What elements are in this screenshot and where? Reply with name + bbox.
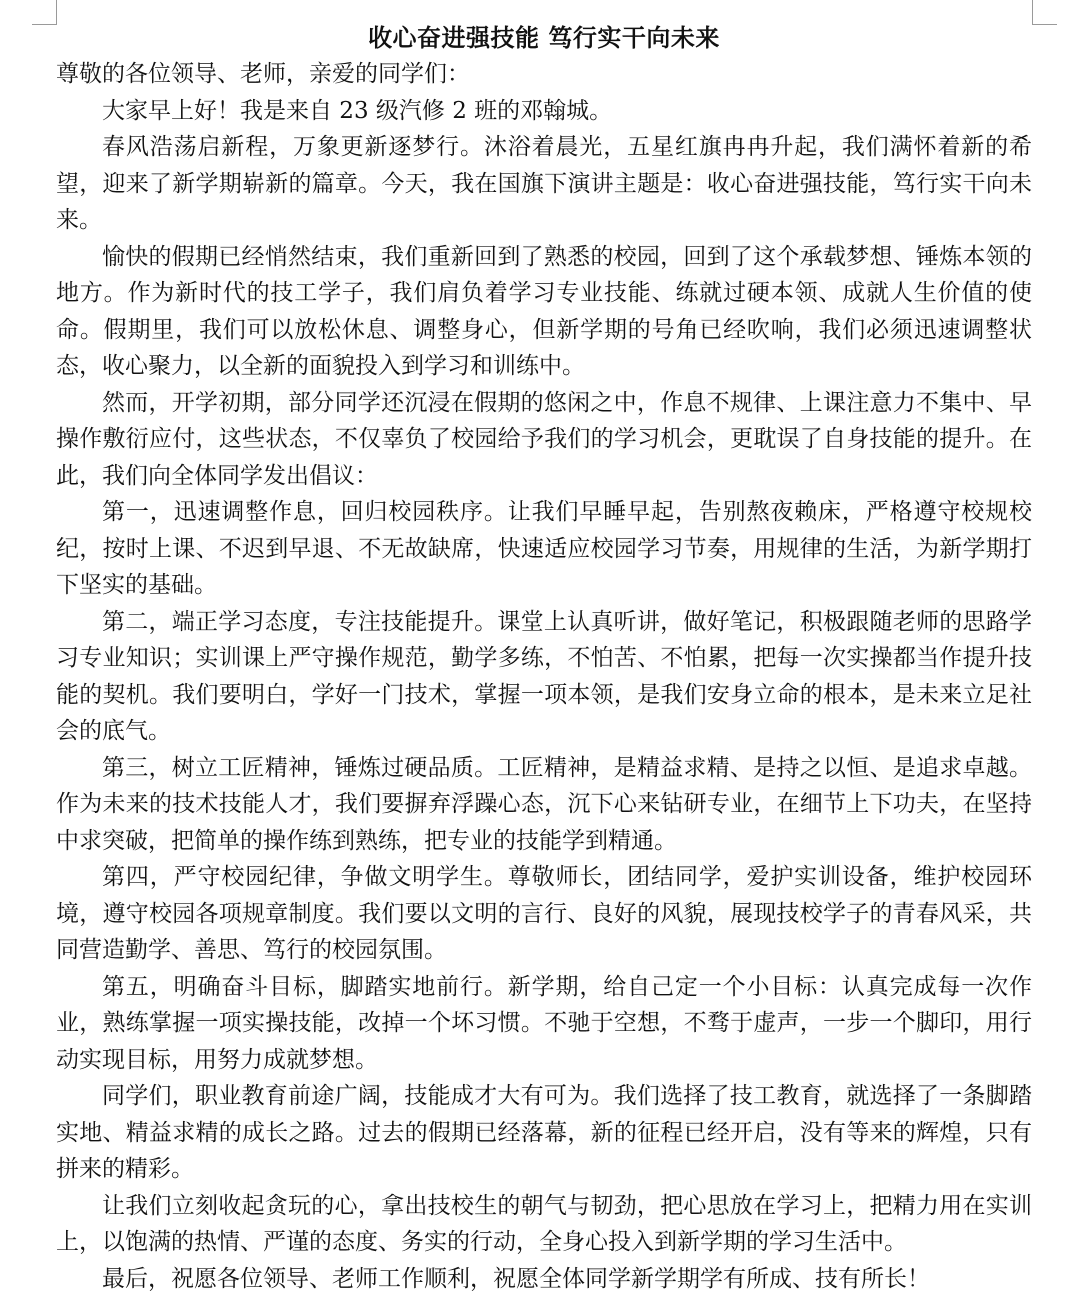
paragraph-point-five: 第五，明确奋斗目标，脚踏实地前行。新学期，给自己定一个小目标：认真完成每一次作业，熟练掌握一项实操技能，改掉一个坏习惯。不驰于空想，不骛于虚声，一步一个脚印，用行动实现目标，用努力成就梦想。 xyxy=(56,973,1032,1073)
paragraph-opening: 春风浩荡启新程，万象更新逐梦行。沐浴着晨光，五星红旗冉冉升起，我们满怀着新的希望，迎来了新学期崭新的篇章。今天，我在国旗下演讲主题是：收心奋进强技能，笃行实干向未来。 xyxy=(56,134,1032,233)
paragraph-point-four: 第四，严守校园纪律，争做文明学生。尊敬师长，团结同学，爱护实训设备，维护校园环境，遵守校园各项规章制度。我们要以文明的言行、良好的风貌，展现技校学子的青春风采，共同营造勤学、善思、笃行的校园氛围。 xyxy=(56,864,1032,963)
page-corner-mark-left xyxy=(32,0,57,25)
paragraph-return-to-school: 愉快的假期已经悄然结束，我们重新回到了熟悉的校园，回到了这个承载梦想、锤炼本领的地方。作为新时代的技工学子，我们肩负着学习专业技能、练就过硬本领、成就人生价值的使命。假期里，我们可以放松休息、调整身心，但新学期的号角已经吹响，我们必须迅速调整状态，收心聚力，以全新的面貌投入到学习和训练中。 xyxy=(56,243,1032,379)
paragraph-call-to-action: 让我们立刻收起贪玩的心，拿出技校生的朝气与韧劲，把心思放在学习上，把精力用在实训上，以饱满的热情、严谨的态度、务实的行动，全身心投入到新学期的学习生活中。 xyxy=(56,1192,1032,1255)
paragraph-greeting: 大家早上好！我是来自 23 级汽修 2 班的邓翰城。 xyxy=(102,97,613,124)
paragraph-vocational-education: 同学们，职业教育前途广阔，技能成才大有可为。我们选择了技工教育，就选择了一条脚踏实地、精益求精的成长之路。过去的假期已经落幕，新的征程已经开启，没有等来的辉煌，只有拼来的精彩。 xyxy=(56,1083,1032,1182)
paragraph-point-one: 第一，迅速调整作息，回归校园秩序。让我们早睡早起，告别熬夜赖床，严格遵守校规校纪，按时上课、不迟到早退、不无故缺席，快速适应校园学习节奏，用规律的生活，为新学期打下坚实的基础。 xyxy=(56,499,1032,598)
salutation: 尊敬的各位领导、老师，亲爱的同学们： xyxy=(56,61,470,87)
paragraph-point-two: 第二，端正学习态度，专注技能提升。课堂上认真听讲，做好笔记，积极跟随老师的思路学习专业知识；实训课上严守操作规范，勤学多练，不怕苦、不怕累，把每一次实操都当作提升技能的契机。我们要明白，学好一门技术，掌握一项本领，是我们安身立命的根本，是未来立足社会的底气。 xyxy=(56,608,1032,744)
document-title: 收心奋进强技能 笃行实干向未来 xyxy=(368,24,720,52)
paragraph-problems: 然而，开学初期，部分同学还沉浸在假期的悠闲之中，作息不规律、上课注意力不集中、早操作敷衍应付，这些状态，不仅辜负了校园给予我们的学习机会，更耽误了自身技能的提升。在此，我们向全体同学发出倡议： xyxy=(56,389,1032,489)
paragraph-closing: 最后，祝愿各位领导、老师工作顺利，祝愿全体同学新学期学有所成、技有所长！ xyxy=(102,1265,930,1292)
paragraph-point-three: 第三，树立工匠精神，锤炼过硬品质。工匠精神，是精益求精、是持之以恒、是追求卓越。作为未来的技术技能人才，我们要摒弃浮躁心态，沉下心来钻研专业，在细节上下功夫，在坚持中求突破，把简单的操作练到熟练，把专业的技能学到精通。 xyxy=(56,754,1032,854)
document-body xyxy=(56,20,1032,1297)
page-corner-mark-right xyxy=(1032,0,1057,25)
